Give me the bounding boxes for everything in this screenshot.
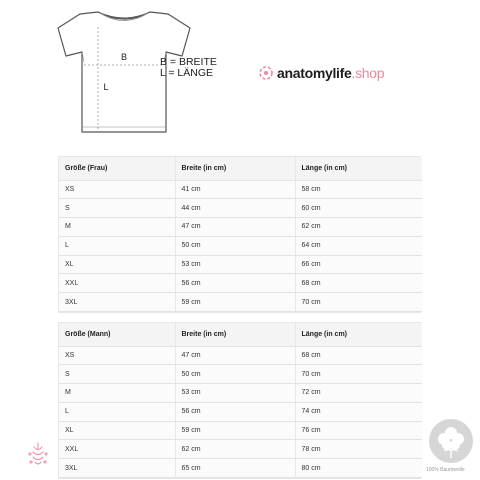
width-cell: 59 cm: [175, 421, 295, 440]
width-marker: B: [120, 52, 128, 62]
header-size: Größe (Mann): [59, 323, 175, 346]
length-cell: 70 cm: [295, 365, 422, 384]
size-cell: XS: [59, 180, 175, 199]
table-row: [59, 180, 422, 199]
width-cell: 50 cm: [175, 236, 295, 255]
width-cell: 56 cm: [175, 402, 295, 421]
width-cell: 56 cm: [175, 274, 295, 293]
table-row: [59, 384, 422, 403]
width-cell: 41 cm: [175, 180, 295, 199]
length-cell: 62 cm: [295, 218, 422, 237]
size-cell: 3XL: [59, 293, 175, 312]
table-row: [59, 255, 422, 274]
length-cell: 68 cm: [295, 274, 422, 293]
brand-tld: .shop: [351, 65, 385, 81]
table-header-row: [59, 157, 422, 180]
width-cell: 65 cm: [175, 459, 295, 478]
width-cell: 47 cm: [175, 346, 295, 365]
cotton-icon: [428, 418, 474, 464]
men-size-table: [58, 322, 421, 479]
size-cell: XXL: [59, 440, 175, 459]
length-cell: 76 cm: [295, 421, 422, 440]
length-cell: 70 cm: [295, 293, 422, 312]
width-cell: 53 cm: [175, 384, 295, 403]
size-cell: L: [59, 402, 175, 421]
length-cell: 58 cm: [295, 180, 422, 199]
header-length: Länge (in cm): [295, 157, 422, 180]
table-row: [59, 365, 422, 384]
table-row: [59, 274, 422, 293]
length-cell: 78 cm: [295, 440, 422, 459]
brand-logo: [258, 64, 384, 82]
length-cell: 80 cm: [295, 459, 422, 478]
length-cell: 60 cm: [295, 199, 422, 218]
size-cell: XXL: [59, 274, 175, 293]
size-cell: S: [59, 199, 175, 218]
width-cell: 62 cm: [175, 440, 295, 459]
table-row: [59, 402, 422, 421]
width-cell: 50 cm: [175, 365, 295, 384]
legend-length: L = LÄNGE: [160, 67, 214, 79]
table-header-row: [59, 323, 422, 346]
size-cell: M: [59, 218, 175, 237]
table-row: [59, 293, 422, 312]
measurement-legend: [160, 57, 217, 79]
brand-name: anatomylife: [277, 65, 352, 81]
decorative-anatomy-icon: [27, 440, 49, 470]
width-cell: 44 cm: [175, 199, 295, 218]
length-cell: 66 cm: [295, 255, 422, 274]
header-width: Breite (in cm): [175, 323, 295, 346]
table-row: [59, 236, 422, 255]
women-size-table: [58, 156, 421, 313]
width-cell: 59 cm: [175, 293, 295, 312]
header-length: Länge (in cm): [295, 323, 422, 346]
width-cell: 47 cm: [175, 218, 295, 237]
brand-mark-icon: [258, 64, 274, 82]
table-row: [59, 346, 422, 365]
legend-width: B = BREITE: [160, 56, 217, 68]
table-row: [59, 218, 422, 237]
cotton-label: 100% Baumwolle: [426, 467, 465, 473]
table-row: [59, 440, 422, 459]
length-marker: L: [103, 82, 109, 92]
length-cell: 68 cm: [295, 346, 422, 365]
table-row: [59, 421, 422, 440]
size-cell: M: [59, 384, 175, 403]
size-cell: L: [59, 236, 175, 255]
length-cell: 64 cm: [295, 236, 422, 255]
length-cell: 72 cm: [295, 384, 422, 403]
size-cell: XL: [59, 421, 175, 440]
table-row: [59, 459, 422, 478]
header-width: Breite (in cm): [175, 157, 295, 180]
table-row: [59, 199, 422, 218]
header-size: Größe (Frau): [59, 157, 175, 180]
size-cell: XS: [59, 346, 175, 365]
width-cell: 53 cm: [175, 255, 295, 274]
size-cell: XL: [59, 255, 175, 274]
size-cell: 3XL: [59, 459, 175, 478]
length-cell: 74 cm: [295, 402, 422, 421]
size-cell: S: [59, 365, 175, 384]
